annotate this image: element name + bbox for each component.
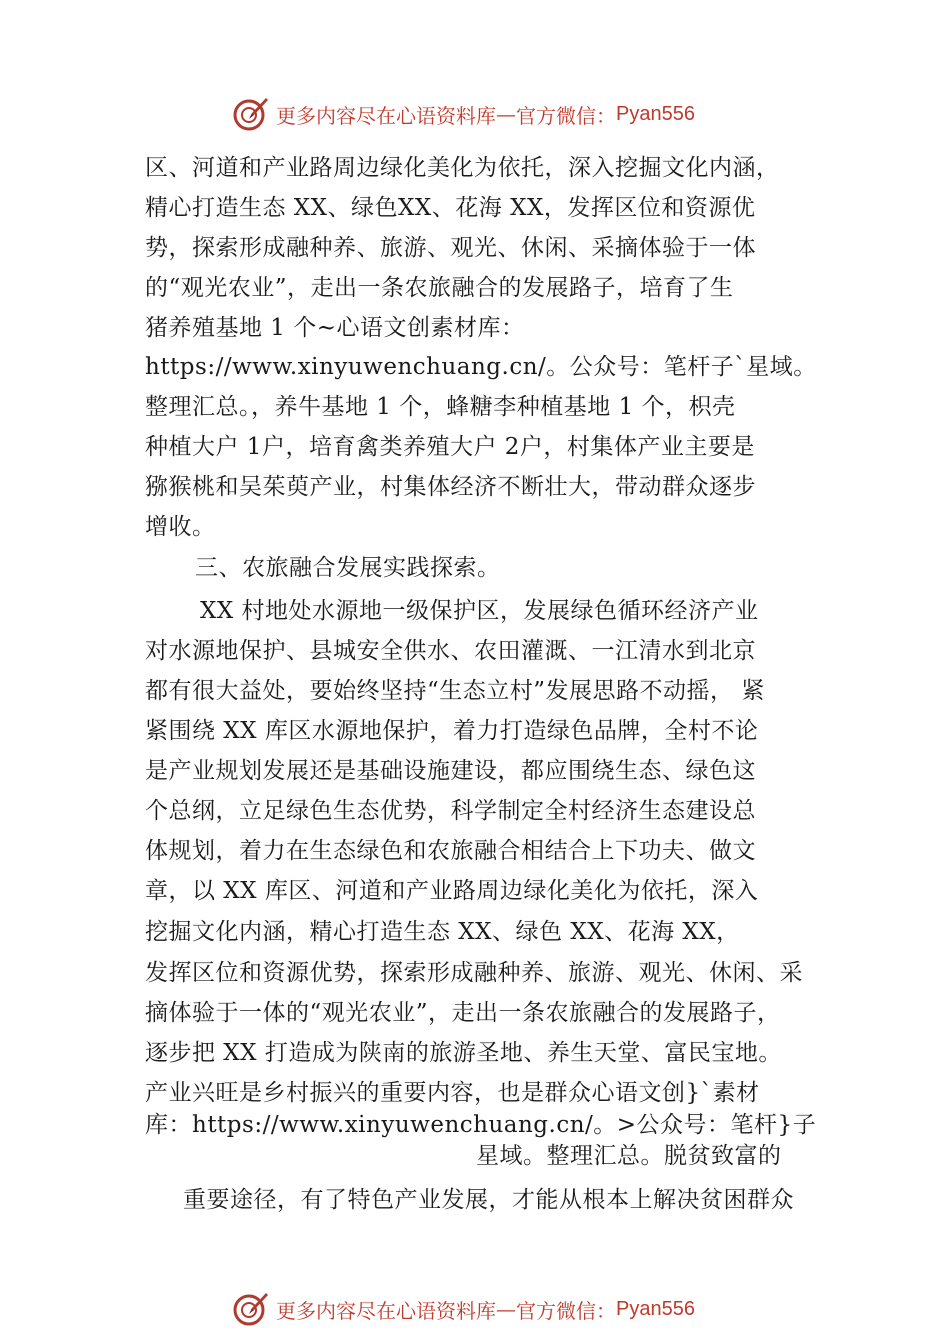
text-line: 精心打造生态 XX、绿色XX、花海 XX，发挥区位和资源优 xyxy=(145,195,756,221)
text-line: 增收。 xyxy=(145,514,216,540)
header-label: 官方微信： xyxy=(516,103,616,128)
text-line: 紧围绕 XX 库区水源地保护，着力打造绿色品牌，全村不论 xyxy=(145,718,759,744)
text-line: 对水源地保护、县城安全供水、农田灌溉、一江清水到北京 xyxy=(145,638,756,664)
text-line: 产业兴旺是乡村振兴的重要内容，也是群众心语文创}`素材 xyxy=(145,1080,760,1106)
quill-seal-icon xyxy=(232,1290,270,1328)
text-line: 发挥区位和资源优势，探索形成融种养、旅游、观光、休闲、采 xyxy=(145,960,803,986)
text-line: 的“观光农业”，走出一条农旅融合的发展路子，培育了生 xyxy=(145,275,734,301)
header-title: 更多内容尽在心语资料库 xyxy=(276,103,496,128)
text-line: 是产业规划发展还是基础设施建设，都应围绕生态、绿色这 xyxy=(145,758,756,784)
text-line: 章，以 XX 库区、河道和产业路周边绿化美化为依托，深入 xyxy=(145,878,759,904)
text-line: 种植大户 1户，培育禽类养殖大户 2户，村集体产业主要是 xyxy=(145,434,755,460)
text-line: 都有很大益处，要始终坚持“生态立村”发展思路不动摇， 紧 xyxy=(145,678,765,704)
quill-seal-icon xyxy=(232,95,270,133)
text-line: 逐步把 XX 打造成为陕南的旅游圣地、养生天堂、富民宝地。 xyxy=(145,1040,782,1066)
text-line: 重要途径，有了特色产业发展，才能从根本上解决贫困群众 xyxy=(183,1187,794,1213)
footer-wechat-id: Pyan556 xyxy=(616,1297,695,1320)
text-line: 挖掘文化内涵，精心打造生态 XX、绿色 XX、花海 XX， xyxy=(145,919,740,945)
text-line: 库：https://www.xinyuwenchuang.cn/。>公众号：笔杆}子 xyxy=(145,1112,817,1138)
text-line: 猕猴桃和吴茱萸产业，村集体经济不断壮大，带动群众逐步 xyxy=(145,474,756,500)
text-line: 体规划，着力在生态绿色和农旅融合相结合上下功夫、做文 xyxy=(145,838,756,864)
text-line: 摘体验于一体的“观光农业”，走出一条农旅融合的发展路子， xyxy=(145,1000,781,1026)
footer-banner xyxy=(232,1290,695,1328)
header-dash: — xyxy=(496,102,516,126)
footer-title: 更多内容尽在心语资料库 xyxy=(276,1298,496,1323)
text-line: 个总纲，立足绿色生态优势，科学制定全村经济生态建设总 xyxy=(145,798,756,824)
text-line: 猪养殖基地 1 个~心语文创素材库： xyxy=(145,315,525,341)
footer-label: 官方微信： xyxy=(516,1298,616,1323)
footer-dash: — xyxy=(496,1297,516,1321)
text-line: 整理汇总。，养牛基地 1 个，蜂糖李种植基地 1 个，枳壳 xyxy=(145,394,736,420)
section-heading: 三、农旅融合发展实践探索。 xyxy=(195,555,501,581)
text-line: 星域。整理汇总。脱贫致富的 xyxy=(476,1143,782,1169)
header-banner xyxy=(232,95,695,133)
text-line: 势，探索形成融种养、旅游、观光、休闲、采摘体验于一体 xyxy=(145,235,756,261)
text-line: 区、河道和产业路周边绿化美化为依托，深入挖掘文化内涵， xyxy=(145,155,780,181)
paragraph-first-line: XX 村地处水源地一级保护区，发展绿色循环经济产业 xyxy=(200,598,759,624)
text-line: https://www.xinyuwenchuang.cn/。公众号：笔杆子`星域。 xyxy=(145,354,817,380)
header-wechat-id: Pyan556 xyxy=(616,102,695,125)
